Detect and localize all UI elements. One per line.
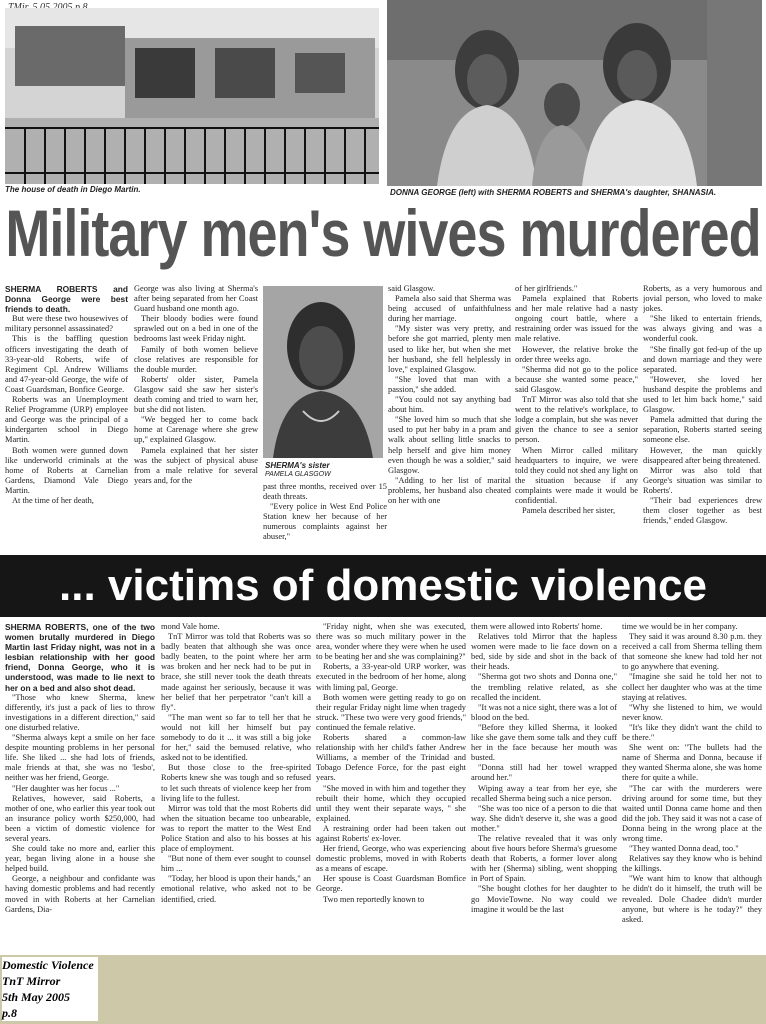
story1-column-2	[134, 284, 258, 546]
house-photo-image	[5, 8, 379, 184]
archive-topic: Domestic Violence	[2, 958, 94, 972]
story2-paragraph: "We want him to know that although he didn't do it himself, the truth will be revealed. Dole Chadee didn't murder anyone, but where is he today?" they asked.	[622, 874, 762, 924]
story1-column-3	[263, 482, 387, 546]
story1-paragraph: Roberts, as a very humorous and jovial person, who loved to make jokes.	[643, 284, 762, 314]
story2-paragraph: Relatives say they know who is behind the killings.	[622, 854, 762, 874]
story1-paragraph: Roberts' older sister, Pamela Glasgow said she saw her sister's death coming and tried to warn her, but she did not listen.	[134, 374, 258, 415]
story2-paragraph: But those close to the free-spirited Roberts knew she was tough and so refused to let such threats of violence keep her from living life to the fullest.	[161, 763, 311, 803]
story2-paragraph: Relatives told Mirror that the hapless women were made to lie face down on a bed, side by side and shot in the back of their heads.	[471, 632, 617, 672]
story2-paragraph: TnT Mirror was told that Roberts was so badly beaten that although she was once badly beaten, to the point where her arm was broken and her neck had to be put in brace, she still never took the death threats made against her seriously, because it was her belief that her perpetrator "can't kill a fly".	[161, 632, 311, 712]
house-photo-caption: The house of death in Diego Martin.	[5, 185, 141, 194]
story1-paragraph: "Adding to her list of marital problems, her husband also cheated on her with one	[388, 475, 511, 505]
story2-paragraph: time we would be in her company.	[622, 622, 738, 631]
story1-paragraph: Both women were gunned down like underworld criminals at the home of Roberts at Carnelian Gardens, Diamond Vale Diego Martin.	[5, 445, 128, 495]
story2-paragraph: "Her daughter was her focus ..."	[12, 783, 120, 793]
story2-paragraph: "Before they killed Sherma, it looked like she gave them some talk and they cuff her in the face because her mouth was busted.	[471, 722, 617, 763]
story1-paragraph: "Their bad experiences drew them closer together as best friends," ended Glasgow.	[643, 495, 762, 526]
story2-paragraph: Roberts shared a common-law relationship with her child's father Andrew Williams, a member of the Trinidad and Tobago Defence Force, for the past eight years.	[316, 733, 466, 783]
story1-paragraph: At the time of her death,	[12, 495, 94, 505]
story2-paragraph: "Sherma got two shots and Donna one," the trembling relative related, as she recalled the incident.	[471, 672, 617, 702]
story1-paragraph: of her girlfriends."	[515, 284, 578, 293]
story2-paragraph: "Sherma always kept a smile on her face despite mounting problems in her personal life. She liked ... she had lots of friends, male friends at that, she was no 'lesbo', neither was her friend, George.	[5, 733, 155, 783]
story2-paragraph: "She moved in with him and together they rebuilt their home, which they occupied until they went their separate ways, " she explained.	[316, 783, 466, 823]
story1-paragraph: "She finally got fed-up of the up and down marriage and they were separated.	[643, 344, 762, 374]
story2-paragraph: Roberts, a 33-year-old URP worker, was executed in the bedroom of her home, along with liming pal, George.	[316, 662, 466, 692]
archive-date: 5th May 2005	[2, 990, 71, 1004]
story1-paragraph: "She liked to entertain friends, was always giving and was a wonderful cook.	[643, 314, 762, 344]
women-photo-image	[387, 0, 762, 186]
story1-paragraph: However, the relative broke the order three weeks ago.	[515, 344, 638, 364]
story2-paragraph: Her spouse is Coast Guardsman Bomfice George.	[316, 874, 466, 894]
archive-label	[2, 957, 98, 1021]
women-photo-caption: DONNA GEORGE (left) with SHERMA ROBERTS and SHERMA's daughter, SHANASIA.	[390, 188, 717, 197]
story1-paragraph: Mirror was also told that George's situation was similar to Roberts'.	[643, 465, 762, 495]
women-photo	[387, 0, 762, 186]
story2-paragraph: "They wanted Donna dead, too."	[629, 844, 739, 854]
story1-paragraph: George was also living at Sherma's after being separated from her Coast Guard husband one month ago.	[134, 284, 258, 314]
archive-page: p.8	[2, 1006, 17, 1020]
story2-paragraph: Both women were getting ready to go on their regular Friday night lime when tragedy struck. "These two were very good friends," continued the female relative.	[316, 692, 466, 732]
story2-paragraph: Her friend, George, who was experiencing domestic problems, moved in with Roberts as a means of escape.	[316, 844, 466, 874]
story2-paragraph: Wiping away a tear from her eye, she recalled Sherma being such a nice person.	[471, 783, 617, 803]
story1-paragraph: This is the baffling question officers investigating the death of 33-year-old Roberts, wife of Regiment Cpl. Andrew Williams and 47-year-old George, the wife of Coast Guardsman, Bonfice George.	[5, 334, 128, 394]
story1-paragraph: past three months, received over 15 death threats.	[263, 482, 387, 502]
story1-paragraph: "She loved him so much that she used to put her baby in a pram and walk about selling little snacks to help herself and give him money even though he was a soldier," said Glasgow.	[388, 415, 511, 475]
sister-photo-credit: PAMELA GLASGOW	[265, 471, 331, 478]
story1-paragraph: said Glasgow.	[388, 284, 435, 293]
story1-paragraph: Their bloody bodies were found sprawled out on a bed in one of the bedrooms last week Friday night.	[134, 314, 258, 344]
story1-paragraph: Pamela explained that her sister was the subject of physical abuse from a male relative for several years and, for the	[134, 445, 258, 485]
story1-paragraph: Family of both women believe close relatives are responsible for the double murder.	[134, 344, 258, 374]
story2-paragraph: them were allowed into Roberts' home.	[471, 622, 603, 631]
story2-paragraph: mond Vale home.	[161, 622, 220, 631]
story2-paragraph: "But none of them ever sought to counsel him ...	[161, 854, 311, 874]
sister-photo-caption: SHERMA's sister	[265, 461, 330, 470]
story1-paragraph: But were these two housewives of military personnel assassinated?	[5, 314, 128, 334]
story2-paragraph: "The car with the murderers were driving around for some time, but they waited until Donna came home and then did the job. They said it was not a case of Donna being in the wrong place at the wrong time.	[622, 783, 762, 843]
story1-paragraph: Roberts was an Unemployment Relief Programme (URP) employee and George was the principal of a kindergarten school in Diego Martin.	[5, 395, 128, 445]
sister-photo-image	[263, 286, 383, 458]
story2-paragraph: "It's like they didn't want the child to be there."	[622, 722, 762, 743]
archive-publication: TnT Mirror	[2, 974, 61, 988]
story2-column-4	[471, 622, 617, 955]
story1-column-4	[388, 284, 511, 546]
story1-paragraph: TnT Mirror was also told that she went to the relative's workplace, to lodge a complain, but she was never given the chance to see a senior person.	[515, 395, 638, 445]
house-photo	[5, 8, 379, 184]
story2-paragraph: George, a neighbour and confidante was having domestic problems and had recently moved in with Roberts at her Carnelian Gardens, Dia-	[5, 874, 155, 914]
story2-paragraph: "She bought clothes for her daughter to go MovieTowne. No way could we imagine it would be the last	[471, 884, 617, 914]
story1-paragraph: However, the man quickly disappeared after being threatened.	[643, 445, 762, 465]
story2-paragraph: They said it was around 8.30 p.m. they received a call from Sherma telling them that someone she knew had told her not to go anywhere that evening.	[622, 632, 762, 672]
story1-paragraph: "She loved that man with a passion," she added.	[388, 374, 511, 394]
story2-paragraph: Relatives, however, said Roberts, a mother of one, who earlier this year took out an insurance policy worth $250,000, had been a victim of domestic violence for several years.	[5, 793, 155, 843]
story1-paragraph: When Mirror called military headquarters to inquire, we were told they could not shed any light on the situation because if any complaints were made it would be confidential.	[515, 445, 638, 505]
story2-column-5	[622, 622, 762, 955]
story1-lead: SHERMA ROBERTS and Donna George were best friends to death.	[5, 284, 128, 315]
story1-paragraph: Pamela described her sister,	[522, 506, 616, 516]
story1-column-5	[515, 284, 638, 546]
story2-paragraph: A restraining order had been taken out against Roberts' ex-lover.	[316, 823, 466, 843]
subheadline: ... victims of domestic violence	[59, 561, 707, 610]
story2-paragraph: The relative revealed that it was only about five hours before Sherma's gruesome death that Roberts, a former lover along with her (Sherma) sibling, went shopping in Port of Spain.	[471, 833, 617, 884]
story1-column-1	[5, 284, 128, 546]
main-headline: Military men's wives murdered	[5, 197, 761, 271]
story1-paragraph: "Sherma did not go to the police because she wanted some peace," said Glasgow.	[515, 364, 638, 394]
story1-paragraph: "You could not say anything bad about him.	[388, 395, 511, 415]
archive-footer-band	[0, 955, 766, 1024]
story2-column-3	[316, 622, 466, 955]
story1-paragraph: "Every police in West End Police Station knew her because of her numerous complaints against her abuser,"	[263, 502, 387, 542]
story2-paragraph: "Donna still had her towel wrapped around her."	[471, 763, 617, 783]
story1-paragraph: "We begged her to come back home at Carenage where she grew up," explained Glasgow.	[134, 415, 258, 445]
sister-photo	[263, 286, 383, 458]
story2-lead: SHERMA ROBERTS, one of the two women brutally murdered in Diego Martin last Friday night, was not in a lesbian relationship with her good friend, Donna George, who it is understood, was made to lie next to her on a bed and also shot dead.	[5, 622, 155, 693]
story2-paragraph: "Imagine she said he told her not to collect her daughter who was at the time staying at relatives.	[622, 672, 762, 702]
story1-paragraph: "However, she loved her husband despite the problems and used to let him back home," said Glasgow.	[643, 374, 762, 415]
story1-paragraph: Pamela admitted that during the separation, Roberts started seeing someone else.	[643, 415, 762, 445]
story1-paragraph: Pamela explained that Roberts and her male relative had a nasty ongoing court battle, where a restraining order was issued for the male relative.	[515, 294, 638, 344]
story2-paragraph: She went on: "The bullets had the name of Sherma and Donna, because if they wanted Sherma alone, she was home there for quite a while.	[622, 743, 762, 783]
story2-paragraph: "It was not a nice sight, there was a lot of blood on the bed.	[471, 702, 617, 722]
story2-paragraph: "She was too nice of a person to die that way. She didn't deserve it, she was a good mother."	[471, 803, 617, 833]
story2-paragraph: She could take no more and, earlier this year, began living alone in a house she helped build.	[5, 844, 155, 874]
story2-column-1	[5, 622, 155, 955]
story1-paragraph: Pamela also said that Sherma was being accused of unfaithfulness during her marriage.	[388, 294, 511, 324]
story1-paragraph: "My sister was very pretty, and before she got married, plenty men used to like her, but when she met her husband, she fell helplessly in love," explained Glasgow.	[388, 324, 511, 374]
story2-paragraph: Two men reportedly known to	[323, 894, 425, 904]
story2-column-2	[161, 622, 311, 955]
story2-paragraph: "Friday night, when she was executed, there was so much military power in the area, wonder where they were when he used to be beating her and she was complaining?"	[316, 622, 466, 662]
story2-paragraph: "The man went so far to tell her that he would not kill her himself but pay somebody to do it ... it was still a big joke for her," said the bemused relative, who asked not to be identified.	[161, 712, 311, 763]
story2-paragraph: Mirror was told that the most Roberts did when the situation became too unbearable, was to report the matter to the West End Police Station and also to his bosses at his place of employment.	[161, 803, 311, 854]
story1-column-6	[643, 284, 762, 546]
story2-paragraph: "Why she listened to him, we would never know.	[622, 702, 762, 722]
story2-paragraph: "Those who knew Sherma, knew differently, it's just a pack of lies to throw investigations in a different direction," said one disturbed relative.	[5, 692, 155, 732]
story2-paragraph: "Today, her blood is upon their hands," an emotional relative, who asked not to be identified, cried.	[161, 874, 311, 904]
